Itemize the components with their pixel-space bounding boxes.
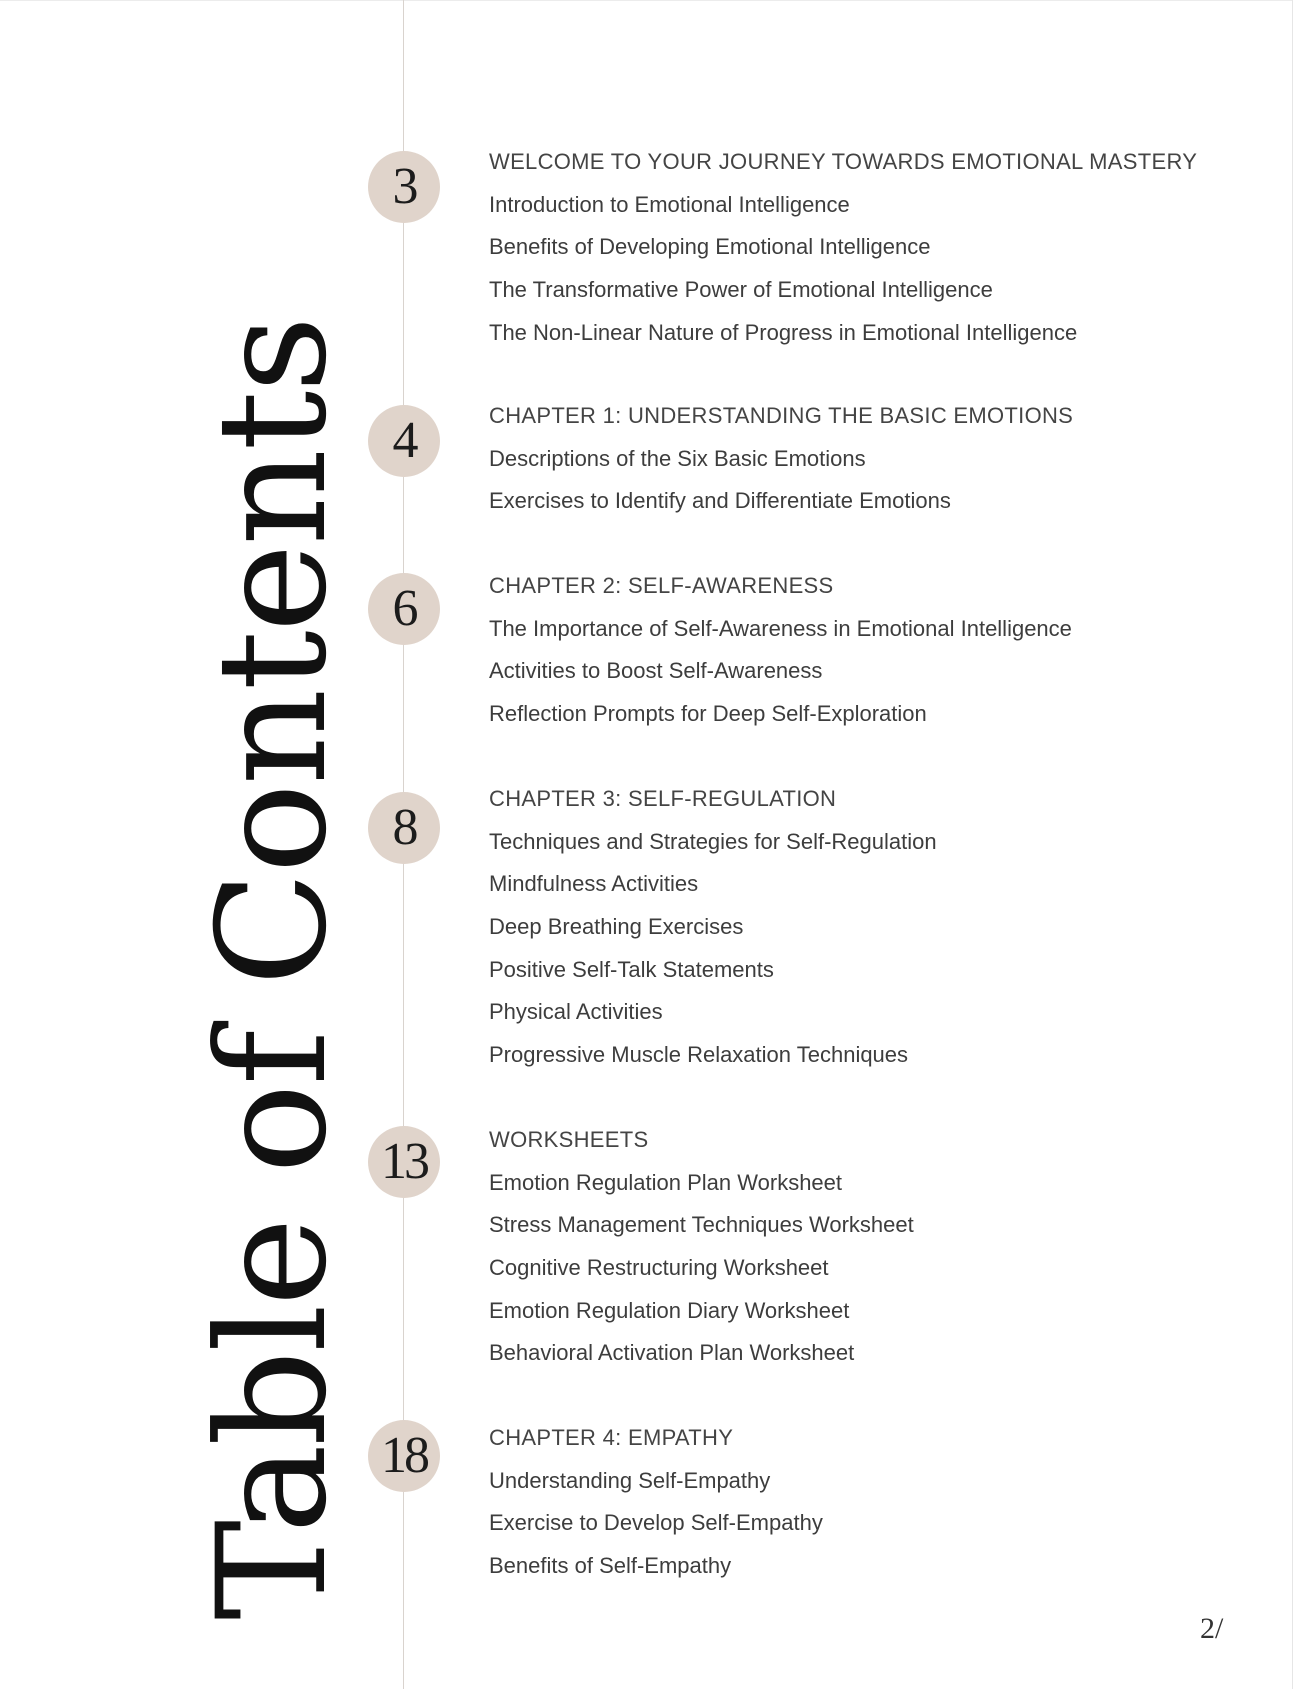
section-heading[interactable]: WORKSHEETS <box>489 1127 649 1152</box>
toc-item[interactable]: The Transformative Power of Emotional Intelligence <box>489 277 993 303</box>
title-column <box>0 0 360 1689</box>
section-heading[interactable]: WELCOME TO YOUR JOURNEY TOWARDS EMOTIONAL MASTERY <box>489 149 1198 174</box>
toc-item[interactable]: Emotion Regulation Diary Worksheet <box>489 1297 850 1323</box>
toc-item[interactable]: Positive Self-Talk Statements <box>489 956 774 982</box>
toc-item[interactable]: Behavioral Activation Plan Worksheet <box>489 1340 855 1366</box>
toc-item[interactable]: The Importance of Self-Awareness in Emotional Intelligence <box>489 615 1072 641</box>
section-entries <box>489 565 1072 736</box>
page-title: Table of Contents <box>186 317 360 1620</box>
section-heading[interactable]: CHAPTER 4: EMPATHY <box>489 1425 734 1450</box>
toc-item[interactable]: Mindfulness Activities <box>489 871 699 897</box>
page-number-badge[interactable]: 3 <box>368 151 440 223</box>
toc-item[interactable]: Reflection Prompts for Deep Self-Exploration <box>489 701 927 727</box>
toc-item[interactable]: Physical Activities <box>489 999 663 1025</box>
toc-item[interactable]: Descriptions of the Six Basic Emotions <box>489 445 866 471</box>
section-heading[interactable]: CHAPTER 1: UNDERSTANDING THE BASIC EMOTIONS <box>489 403 1074 428</box>
section-heading[interactable]: CHAPTER 2: SELF-AWARENESS <box>489 573 834 598</box>
toc-item[interactable]: Stress Management Techniques Worksheet <box>489 1212 914 1238</box>
toc-item[interactable]: The Non-Linear Nature of Progress in Emotional Intelligence <box>489 319 1078 345</box>
section-entries <box>489 1119 914 1375</box>
toc-item[interactable]: Progressive Muscle Relaxation Techniques <box>489 1042 909 1068</box>
toc-item[interactable]: Activities to Boost Self-Awareness <box>489 658 823 684</box>
page-number-badge[interactable]: 13 <box>368 1126 440 1198</box>
toc-item[interactable]: Exercise to Develop Self-Empathy <box>489 1510 823 1536</box>
toc-item[interactable]: Introduction to Emotional Intelligence <box>489 191 850 217</box>
section-entries <box>489 778 937 1077</box>
toc-item[interactable]: Emotion Regulation Plan Worksheet <box>489 1169 843 1195</box>
page-number: 2/ <box>1200 1612 1224 1645</box>
toc-item[interactable]: Deep Breathing Exercises <box>489 914 744 940</box>
page-number-badge[interactable]: 6 <box>368 573 440 645</box>
page-number-badge[interactable]: 8 <box>368 792 440 864</box>
toc-item[interactable]: Understanding Self-Empathy <box>489 1467 771 1493</box>
toc-item[interactable]: Benefits of Developing Emotional Intelligence <box>489 234 931 260</box>
section-heading[interactable]: CHAPTER 3: SELF-REGULATION <box>489 786 837 811</box>
section-entries <box>489 141 1197 354</box>
section-entries <box>489 395 1073 523</box>
toc-item[interactable]: Benefits of Self-Empathy <box>489 1553 732 1579</box>
page-number-badge[interactable]: 18 <box>368 1420 440 1492</box>
toc-item[interactable]: Cognitive Restructuring Worksheet <box>489 1255 829 1281</box>
page-number-badge[interactable]: 4 <box>368 405 440 477</box>
toc-item[interactable]: Exercises to Identify and Differentiate Emotions <box>489 488 951 514</box>
toc-item[interactable]: Techniques and Strategies for Self-Regulation <box>489 828 937 854</box>
section-entries <box>489 1417 823 1588</box>
